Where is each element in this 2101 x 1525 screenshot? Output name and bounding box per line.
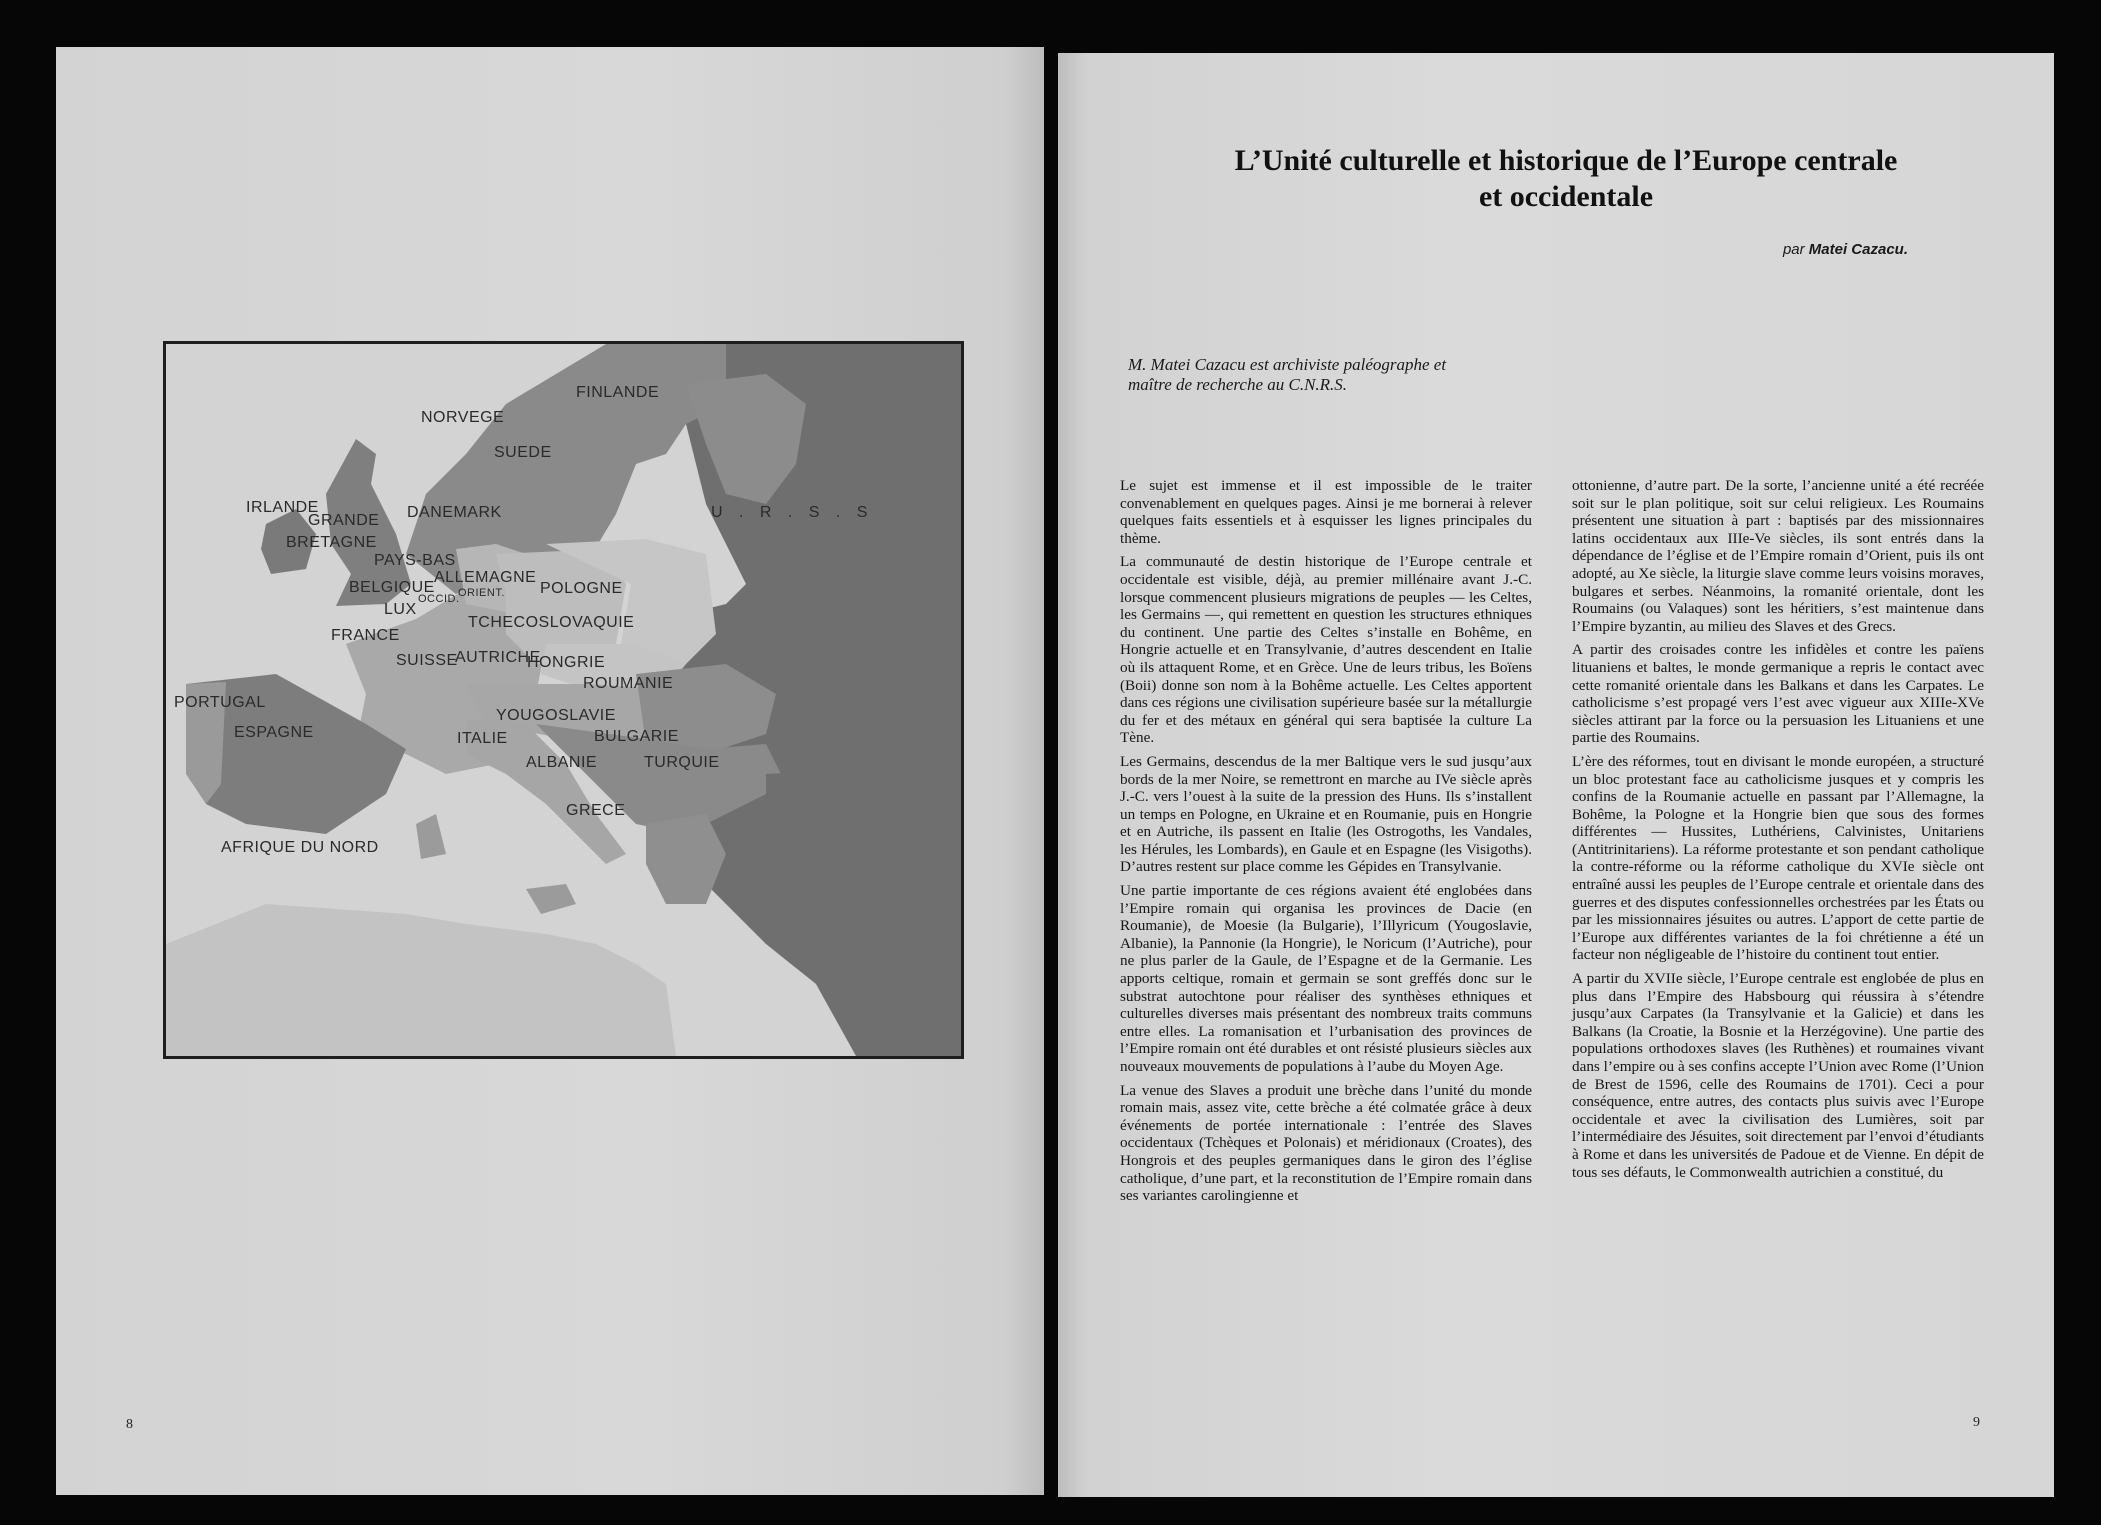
map-label-suisse: SUISSE — [396, 652, 458, 669]
europe-map — [163, 341, 964, 1059]
page-number-right: 9 — [1973, 1415, 1980, 1430]
map-label-italie: ITALIE — [457, 730, 508, 747]
paragraph: ottonienne, d’autre part. De la sorte, l’ancienne unité a été recréée soit sur le plan politique, soit sur celui religieux. Les Roumains présentent une situation à part : baptisés par des missionnaires latins occidentaux aux IIIe-Ve siècles, ils sont entrés dans la dépendance de l’église et de l’Empire romain d’Orient, puis ils ont adopté, au Xe siècle, la liturgie slave comme leurs voisins moraves, bulgares et serbes. Néanmoins, la romanité orientale, dont les Roumains (ou Valaques) sont les héritiers, s’est maintenue dans l’Empire byzantin, au milieu des Slaves et des Grecs. — [1572, 477, 1984, 635]
map-label-autriche: AUTRICHE — [455, 649, 541, 666]
paragraph: La communauté de destin historique de l’Europe centrale et occidentale est visible, déjà, au premier millénaire avant J.-C. lorsque commencent plusieurs migrations de peuples — les Celtes, les Germains —, qui remettent en question les structures ethniques du continent. Une partie des Celtes s’installe en Bohême, en Hongrie actuelle et en Transylvanie, d’autres descendent en Italie où ils attaquent Rome, et en Grèce. Une de leurs tribus, les Boïens (Boii) donne son nom à la Bohême actuelle. Les Celtes apportent dans ces régions une civilisation supérieure basée sur la métallurgie du fer et des métaux en général qui sera baptisée la culture La Tène. — [1120, 553, 1532, 747]
map-label-france: FRANCE — [331, 627, 400, 644]
map-label-espagne: ESPAGNE — [234, 724, 314, 741]
map-label-tchecoslovaquie: TCHECOSLOVAQUIE — [468, 614, 635, 631]
map-label-finlande: FINLANDE — [576, 384, 660, 401]
byline — [1488, 241, 1908, 258]
map-label-roumanie: ROUMANIE — [583, 675, 674, 692]
paragraph: Les Germains, descendus de la mer Baltique vers le sud jusqu’aux bords de la mer Noire, se remettront en marche au IVe siècle après J.-C. vers l’ouest à la suite de la pression des Huns. Ils s’installent un temps en Pologne, en Ukraine et en Roumanie, puis en Hongrie et en Autriche, ils passent en Italie (les Ostrogoths, les Vandales, les Hérules, les Lombards), en Gaule et en Espagne (les Visigoths). D’autres restent sur place comme les Gépides en Transylvanie. — [1120, 752, 1532, 876]
article-title — [1116, 143, 2016, 215]
map-label-urss: U . R . S . S — [711, 504, 874, 521]
article-title-line-1: L’Unité culturelle et historique de l’Europe centrale — [1234, 144, 1898, 177]
map-label-suede: SUEDE — [494, 444, 552, 461]
map-label-lux: LUX — [384, 601, 417, 618]
map-label-norvege: NORVEGE — [421, 409, 505, 426]
map-label-grande: GRANDE — [308, 512, 380, 529]
map-label-belgique: BELGIQUE — [349, 579, 435, 596]
text-column-2 — [1572, 477, 1984, 1187]
page-number-left: 8 — [126, 1417, 133, 1432]
map-label-bretagne: BRETAGNE — [286, 534, 377, 551]
text-column-1 — [1120, 477, 1532, 1211]
byline-prefix: par — [1782, 241, 1805, 258]
map-label-bulgarie: BULGARIE — [594, 728, 679, 745]
map-label-hongrie: HONGRIE — [527, 654, 606, 671]
map-label-occid: OCCID. — [418, 593, 460, 605]
map-label-portugal: PORTUGAL — [174, 694, 266, 711]
map-label-turquie: TURQUIE — [644, 754, 720, 771]
paragraph: L’ère des réformes, tout en divisant le monde européen, a structuré un bloc protestant face au catholicisme jusques et y compris les confins de la Roumanie actuelle en passant par l’Allemagne, la Bohême, la Pologne et la Hongrie bien que sous des formes différentes — Hussites, Luthériens, Calvinistes, Unitariens (Antitrinitariens). La réforme protestante et son pendant catholique la contre-réforme ou la réforme catholique du XVIe siècle ont entraîné aussi les peuples de l’Europe centrale et orientale dans des guerres et des disputes confessionnelles orchestrées par les États ou par les missionnaires jésuites ou autres. L’apport de cette partie de l’Europe aux différentes variantes de la foi chrétienne a été un facteur non négligeable de l’histoire du continent tout entier. — [1572, 752, 1984, 964]
map-label-orient: ORIENT. — [458, 587, 505, 599]
map-label-irlande: IRLANDE — [246, 499, 319, 516]
paragraph: Une partie importante de ces régions avaient été englobées dans l’Empire romain qui organisa les provinces de Dacie (en Roumanie), de Moesie (la Bulgarie), l’Illyricum (Yougoslavie, Albanie), la Pannonie (la Hongrie), le Noricum (l’Autriche), pour ne plus parler de la Gaule, de l’Espagne et de la Germanie. Les apports celtique, romain et germain se sont greffés donc sur le substrat autochtone pour réaliser des synthèses ethniques et culturelles diverses mais présentant des nombreux traits communs entre elles. La romanisation et l’urbanisation des provinces de l’Empire romain ont été durables et ont résisté plusieurs siècles aux nouveaux mouvements de populations à l’aube du Moyen Age. — [1120, 882, 1532, 1075]
left-page — [56, 47, 1044, 1495]
right-page — [1058, 53, 2054, 1497]
map-label-afrique-du-nord: AFRIQUE DU NORD — [221, 839, 379, 856]
map-label-danemark: DANEMARK — [407, 504, 502, 521]
author-note: M. Matei Cazacu est archiviste paléographe et maître de recherche au C.N.R.S. — [1128, 355, 1447, 394]
byline-author: Matei Cazacu. — [1808, 241, 1908, 258]
map-label-yougoslavie: YOUGOSLAVIE — [496, 707, 616, 724]
paragraph: A partir des croisades contre les infidèles et contre les païens lituaniens et baltes, le monde germanique a repris le contact avec cette romanité orientale dans les Balkans et dans les Carpates. Le catholicisme s’est propagé vers l’est avec vigueur aux XIIIe-XVe siècles attirant par la force ou la persuasion les Lituaniens et une partie des Roumains. — [1572, 641, 1984, 747]
map-label-grece: GRECE — [566, 802, 626, 819]
map-label-allemagne: ALLEMAGNE — [434, 569, 537, 586]
paragraph: A partir du XVIIe siècle, l’Europe centrale est englobée de plus en plus dans l’Empire des Habsbourg qui réussira à s’étendre jusqu’aux Carpates (la Transylvanie et la Galicie) et dans les Balkans (la Croatie, la Bosnie et la Herzégovine). Une partie des populations orthodoxes slaves (les Ruthènes) et roumaines vivant dans l’empire ou à ses confins accepte l’Union avec Rome (l’Union de Brest de 1596, celle des Roumains de 1701). Ceci a pour conséquence, entre autres, des contacts plus suivis avec l’Europe occidentale et avec la civilisation des Lumières, soit par l’intermédiaire des Jésuites, soit directement par l’envoi d’étudiants à Rome et dans les universités de Padoue et de Vienne. En dépit de tous ses défauts, le Commonwealth autrichien a constitué, du — [1572, 970, 1984, 1181]
map-label-albanie: ALBANIE — [526, 754, 598, 771]
map-label-pologne: POLOGNE — [540, 580, 623, 597]
map-graphic — [166, 344, 961, 1056]
article-title-line-2: et occidentale — [1478, 180, 1654, 213]
paragraph: Le sujet est immense et il est impossible de le traiter convenablement en quelques pages. Ainsi je me bornerai à relever quelques faits essentiels et à esquisser les lignes principales du thème. — [1120, 477, 1532, 547]
map-label-paysbas: PAYS-BAS — [374, 552, 456, 569]
paragraph: La venue des Slaves a produit une brèche dans l’unité du monde romain mais, assez vite, cette brèche a été colmatée grâce à deux événements de portée internationale : l’entrée des Slaves occidentaux (Tchèques et Polonais) et méridionaux (Croates), des Hongrois et des peuples germaniques dans le giron des l’église catholique, d’une part, et la reconstitution de l’Empire romain dans ses variantes carolingienne et — [1120, 1081, 1532, 1205]
